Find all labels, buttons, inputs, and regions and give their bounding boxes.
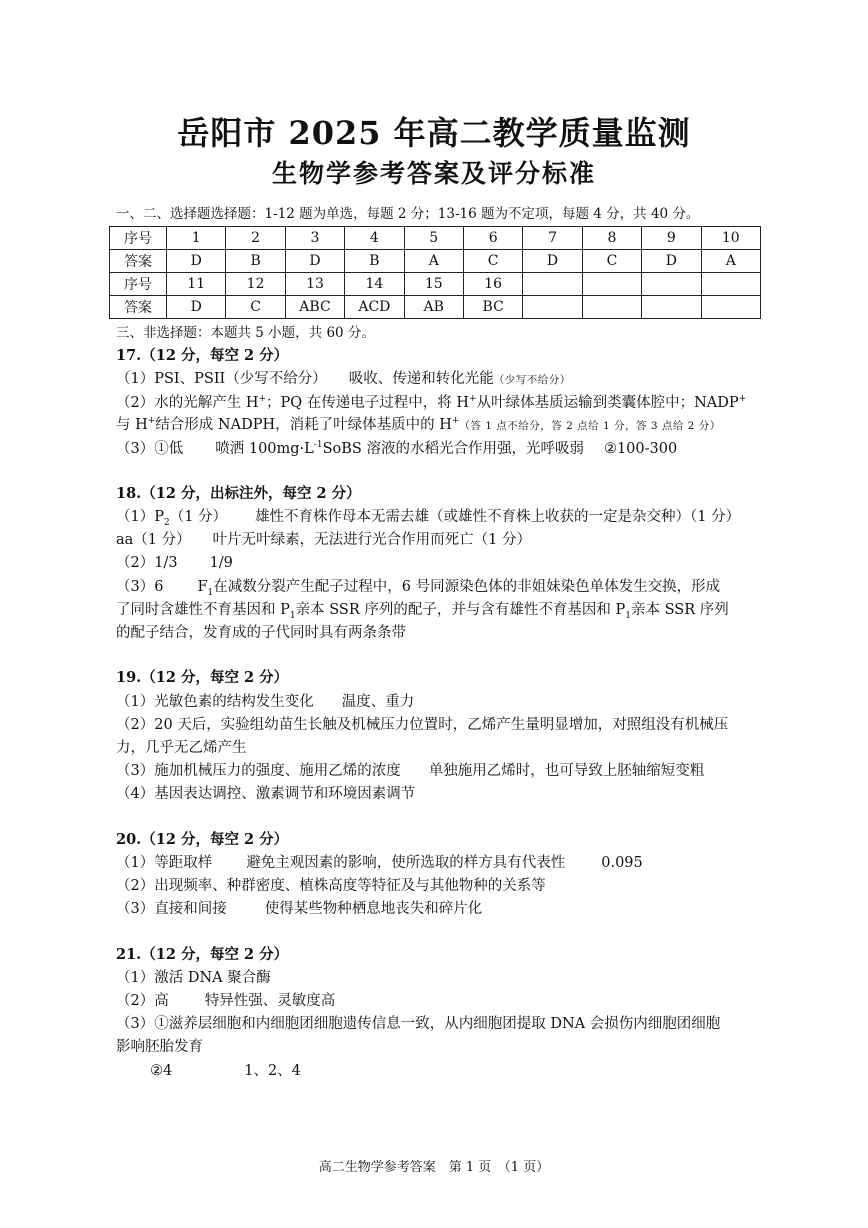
q17-l3note: （答 1 点不给分，答 2 点给 1 分，答 3 点给 2 分） <box>459 420 721 432</box>
answer-table-row-label: 答案 <box>110 296 167 319</box>
answer-table-cell <box>642 273 701 296</box>
answer-table-cell: B <box>226 250 285 273</box>
q19-l1a: （1）光敏色素的结构发生变化 <box>116 694 314 710</box>
answer-table-cell: 3 <box>285 227 344 250</box>
section-1-2-heading: 一、二、选择题选择题：1-12 题为单选，每题 2 分；13-16 题为不定项，每题 4 分，共 40 分。 <box>116 206 700 222</box>
q19-heading: 19.（12 分，每空 2 分） <box>116 669 289 686</box>
q18-l4a: （3）6 <box>116 579 164 595</box>
answer-table-cell: A <box>404 250 463 273</box>
answer-table-cell: D <box>167 296 226 319</box>
answer-table-cell: D <box>523 250 582 273</box>
answer-table-cell <box>523 296 582 319</box>
answer-table-cell: 6 <box>463 227 522 250</box>
q17-l3a: 与 H <box>116 417 148 433</box>
answer-table-cell: 15 <box>404 273 463 296</box>
q18-heading: 18.（12 分，出标注外，每空 2 分） <box>116 485 361 502</box>
q19-l4b: 单独施用乙烯时，也可导致上胚轴缩短变粗 <box>428 763 705 779</box>
answer-table-cell <box>642 296 701 319</box>
q17-l1a: （1）PSI、PSII（少写不给分） <box>116 371 327 387</box>
answer-table-cell <box>582 296 641 319</box>
answer-table-cell: ACD <box>345 296 404 319</box>
q21-line-5 <box>150 1061 301 1081</box>
q17-l2c: 从叶绿体基质运输到类囊体腔中；NADP <box>476 395 739 411</box>
section-3-heading: 三、非选择题：本题共 5 小题，共 60 分。 <box>116 325 375 341</box>
answer-table-cell: 10 <box>701 227 760 250</box>
answer-table-cell: C <box>463 250 522 273</box>
page-footer: 高二生物学参考答案 第 1 页 （1 页） <box>318 1160 550 1175</box>
answer-table-row-label: 序号 <box>110 273 167 296</box>
q19-line-3: 力，几乎无乙烯产生 <box>116 740 247 756</box>
answer-table-cell: 5 <box>404 227 463 250</box>
q21-line-4: 影响胚胎发育 <box>116 1039 203 1055</box>
q20-l1c: 0.095 <box>601 855 643 871</box>
q20-l1b: 避免主观因素的影响，使所选取的样方具有代表性 <box>246 855 566 871</box>
answer-table-cell <box>582 273 641 296</box>
q18-l2b: 叶片无叶绿素，无法进行光合作用而死亡（1 分） <box>212 532 531 548</box>
q19-line-2: （2）20 天后，实验组幼苗生长触及机械压力位置时，乙烯产生量明显增加，对照组没有机械压 <box>116 717 729 733</box>
q18-l2a: aa（1 分） <box>116 532 191 548</box>
q17-l2b: ；PQ 在传递电子过程中，将 H <box>266 395 470 411</box>
answer-table-cell: 7 <box>523 227 582 250</box>
answer-table-cell: D <box>167 250 226 273</box>
answer-table-cell: 4 <box>345 227 404 250</box>
q18-l5a: 了同时含雄性不育基因和 P <box>116 602 290 618</box>
q18-line-5: 了同时含雄性不育基因和 $P_1$亲本 SSR 序列的配子，并与含有雄性不育基因和 $P_1$亲本 SSR 序列 <box>116 602 729 621</box>
q18-line-3 <box>116 553 233 573</box>
answer-table-cell: 14 <box>345 273 404 296</box>
q17-l4d: ②100-300 <box>603 441 678 457</box>
q18-l1b: （1 分） <box>169 509 228 525</box>
answer-table-cell: 11 <box>167 273 226 296</box>
q17-line-2: （2）水的光解产生 H+；PQ 在传递电子过程中，将 H+从叶绿体基质运输到类囊体腔中；NADP+ <box>116 394 747 411</box>
answer-table-cell: 8 <box>582 227 641 250</box>
page-subtitle: 生物学参考答案及评分标准 <box>271 159 596 188</box>
q17-heading: 17.（12 分，每空 2 分） <box>116 347 289 364</box>
q18-l4b: F <box>197 579 208 595</box>
q19-line-4 <box>116 761 704 781</box>
answer-table-row-label: 序号 <box>110 227 167 250</box>
q21-heading: 21.（12 分，每空 2 分） <box>116 946 289 963</box>
answer-table-cell: A <box>701 250 760 273</box>
q17-line-4: （3）①低 喷洒 $100mg\cdot L^{-1}SoBS$ 溶液的水稻光合作用强，光呼吸弱 ②100-300 <box>116 440 678 457</box>
answer-table-cell: C <box>226 296 285 319</box>
q20-l1a: （1）等距取样 <box>116 855 213 871</box>
q18-l1a: （1）P <box>116 509 164 525</box>
q21-line-2 <box>116 991 335 1011</box>
q18-l1c: 雄性不育株作母本无需去雄（或雄性不育株上收获的一定是杂交种）（1 分） <box>255 509 741 525</box>
q18-line-6: 的配子结合，发育成的子代同时具有两条条带 <box>116 625 406 641</box>
answer-table-row <box>110 296 761 319</box>
q20-line-3 <box>116 899 482 919</box>
q20-line-2: （2）出现频率、种群密度、植株高度等特征及与其他物种的关系等 <box>116 878 546 894</box>
answer-table-cell: ABC <box>285 296 344 319</box>
answer-table-cell: 13 <box>285 273 344 296</box>
answer-table-cell <box>523 273 582 296</box>
q18-line-1: $(1)P_2(1$ 分） 雄性不育株作母本无需去雄（或雄性不育株上收获的一定是杂交种）（1 分） <box>116 509 741 528</box>
answer-table-cell: 16 <box>463 273 522 296</box>
q21-line-3: （3）①滋养层细胞和内细胞团细胞遗传信息一致，从内细胞团提取 DNA 会损伤内细胞团细胞 <box>116 1016 721 1032</box>
answer-table-row <box>110 227 761 250</box>
q21-l2a: （2）高 <box>116 993 169 1009</box>
q19-line-1 <box>116 692 414 712</box>
answer-table-row-label: 答案 <box>110 250 167 273</box>
q21-l5a: ②4 <box>150 1063 173 1079</box>
q17-l4c: SoBS 溶液的水稻光合作用强，光呼吸弱 <box>322 441 584 457</box>
q20-l3b: 使得某些物种栖息地丧失和碎片化 <box>264 901 483 917</box>
q18-l5b: 亲本 SSR 序列的配子，并与含有雄性不育基因和 P <box>295 602 626 618</box>
q19-l1b: 温度、重力 <box>341 694 415 710</box>
answer-table-row <box>110 273 761 296</box>
answer-table-cell <box>701 273 760 296</box>
q18-line-2 <box>116 530 531 550</box>
q21-l5b: 1、2、4 <box>244 1063 301 1079</box>
answer-table-cell: 2 <box>226 227 285 250</box>
answer-table-cell: BC <box>463 296 522 319</box>
q18-l3b: 1/9 <box>209 555 233 571</box>
q18-l4c: 在减数分裂产生配子过程中，6 号同源染色体的非姐妹染色单体发生交换，形成 <box>213 579 721 595</box>
q17-l4b: 喷洒 100mg·L <box>215 441 314 457</box>
q17-l1b: 吸收、传递和转化光能 <box>348 371 494 387</box>
answer-table-cell: 1 <box>167 227 226 250</box>
q18-l3a: （2）1/3 <box>116 555 178 571</box>
q17-l2a: （2）水的光解产生 H <box>116 395 259 411</box>
q18-line-4: （3）6 $F_1$在减数分裂产生配子过程中，6 号同源染色体的非姐妹染色单体发生交换，形成 <box>116 579 721 598</box>
q17-l3b: 结合形成 NADPH，消耗了叶绿体基质中的 H <box>155 417 452 433</box>
q20-line-1 <box>116 853 643 873</box>
q20-heading: 20.（12 分，每空 2 分） <box>116 831 289 848</box>
answer-table-cell: D <box>285 250 344 273</box>
q21-l2b: 特异性强、灵敏度高 <box>204 993 336 1009</box>
q17-line-3: 与 H+结合形成 NADPH，消耗了叶绿体基质中的 H+（答 1 点不给分，答 2 点给 1 分，答 3 点给 2 分） <box>116 416 721 433</box>
q19-line-5: （4）基因表达调控、激素调节和环境因素调节 <box>116 786 416 802</box>
answer-table <box>109 226 761 319</box>
q21-line-1: （1）激活 DNA 聚合酶 <box>116 970 271 986</box>
q20-l3a: （3）直接和间接 <box>116 901 227 917</box>
answer-table-cell: D <box>642 250 701 273</box>
answer-table-cell: AB <box>404 296 463 319</box>
answer-table-row <box>110 250 761 273</box>
page-title: 岳阳市 2025 年高二教学质量监测 <box>177 114 691 152</box>
q17-l4a: （3）①低 <box>116 441 184 457</box>
q19-l4a: （3）施加机械压力的强度、施用乙烯的浓度 <box>116 763 401 779</box>
answer-table-cell <box>701 296 760 319</box>
answer-table-cell: C <box>582 250 641 273</box>
answer-table-cell: 12 <box>226 273 285 296</box>
q17-l1note: （少写不给分） <box>493 374 571 386</box>
q17-line-1 <box>116 369 571 390</box>
q18-l5c: 亲本 SSR 序列 <box>630 602 729 618</box>
answer-table-cell: 9 <box>642 227 701 250</box>
answer-table-cell: B <box>345 250 404 273</box>
